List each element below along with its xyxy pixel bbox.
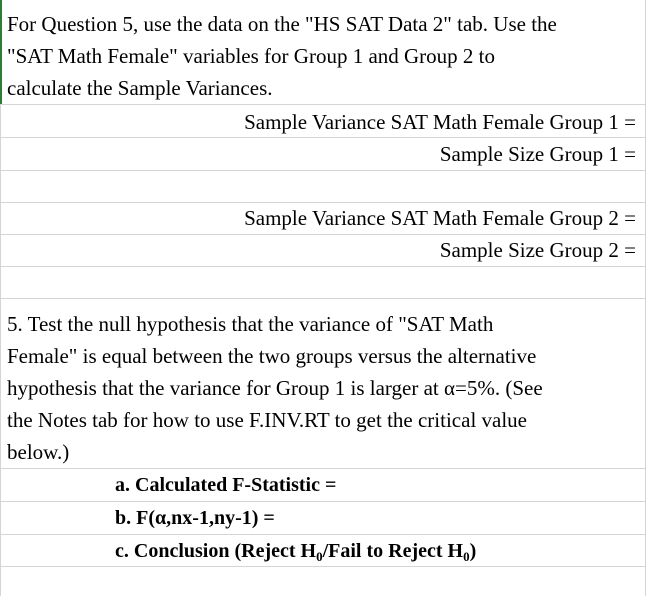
group1-variance-label[interactable]: Sample Variance SAT Math Female Group 1 =: [244, 110, 636, 134]
question5-line-3[interactable]: hypothesis that the variance for Group 1 is larger at α=5%. (See: [7, 376, 543, 400]
question5-line-1[interactable]: 5. Test the null hypothesis that the variance of "SAT Math: [7, 312, 494, 336]
part-c-conclusion[interactable]: [115, 535, 476, 567]
row-divider: [0, 170, 646, 171]
part-a-f-statistic[interactable]: a. Calculated F-Statistic =: [115, 474, 337, 496]
row-divider: [0, 266, 646, 267]
group2-size-label[interactable]: Sample Size Group 2 =: [439, 238, 636, 262]
question-intro-line-3[interactable]: calculate the Sample Variances.: [7, 76, 273, 100]
group1-size-label[interactable]: Sample Size Group 1 =: [439, 142, 636, 166]
row-divider: [0, 298, 646, 299]
question-intro-line-2[interactable]: "SAT Math Female" variables for Group 1 and Group 2 to: [7, 44, 496, 68]
row-divider: [0, 104, 646, 105]
question-intro-line-1[interactable]: For Question 5, use the data on the "HS SAT Data 2" tab. Use the: [7, 12, 557, 36]
question5-line-5[interactable]: below.): [7, 440, 70, 464]
row-divider: [0, 501, 646, 502]
part-b-critical-value[interactable]: b. F(α,nx-1,ny-1) =: [115, 507, 275, 529]
part-c-prefix: c. Conclusion (Reject H: [115, 540, 317, 562]
part-c-suffix: ): [469, 540, 477, 562]
active-cell-indicator: [0, 0, 2, 104]
question5-line-4[interactable]: the Notes tab for how to use F.INV.RT to get the critical value: [7, 408, 528, 432]
part-c-subscript-1: 0: [316, 549, 323, 564]
group2-variance-label[interactable]: Sample Variance SAT Math Female Group 2 =: [244, 206, 636, 230]
part-c-subscript-2: 0: [463, 549, 470, 564]
part-c-middle: /Fail to Reject H: [322, 540, 464, 562]
question5-line-2[interactable]: Female" is equal between the two groups versus the alternative: [7, 344, 537, 368]
